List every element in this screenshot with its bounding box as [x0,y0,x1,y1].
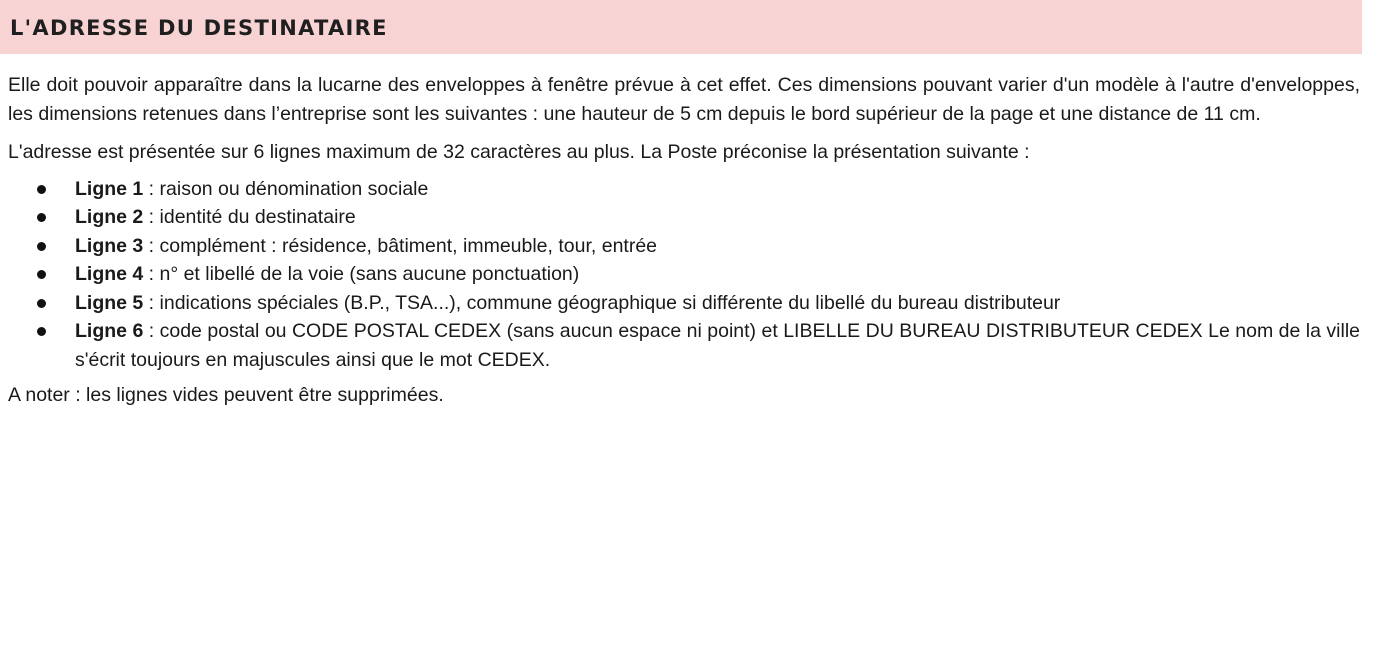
line-label: Ligne 5 [75,291,144,314]
line-description: : raison ou dénomination sociale [143,177,429,200]
address-lines-list [8,175,1360,375]
line-label: Ligne 1 [75,177,144,200]
section-heading-bar [0,0,1362,54]
bullet-icon [37,299,46,308]
bullet-icon [37,185,46,194]
bullet-icon [37,213,46,222]
line-label: Ligne 4 [75,263,144,285]
bullet-icon [37,327,46,336]
line-description: : indications spéciales (B.P., TSA...), commune géographique si différente du libellé du bureau distributeur [143,291,1061,314]
note-paragraph: A noter : les lignes vides peuvent être supprimées. [8,384,444,406]
section-heading: L'ADRESSE DU DESTINATAIRE [10,16,388,40]
list-item-line-2 [8,203,1360,232]
line-description: : complément : résidence, bâtiment, immeuble, tour, entrée [143,234,658,257]
list-item-line-1 [8,175,1360,204]
bullet-icon [37,270,46,279]
document-body [8,71,1360,410]
line-description: : n° et libellé de la voie (sans aucune ponctuation) [143,263,580,285]
list-item-line-5 [8,289,1360,318]
list-item-line-4 [8,260,1360,289]
presentation-paragraph: L'adresse est présentée sur 6 lignes maximum de 32 caractères au plus. La Poste préconise la présentation suivante : [8,141,1030,163]
line-description: : identité du destinataire [143,206,356,228]
line-description: : code postal ou CODE POSTAL CEDEX (sans aucun espace ni point) et LIBELLE DU BUREAU DISTRIBUTEUR CEDEX Le nom de la ville s'écrit toujours en majuscules ainsi que le mot CEDEX. [75,320,1360,371]
intro-paragraph: Elle doit pouvoir apparaître dans la lucarne des enveloppes à fenêtre prévue à cet effet. Ces dimensions pouvant varier d'un modèle à l'autre d'enveloppes, les dimensions retenues dans l’entreprise sont les suivantes : une hauteur de 5 cm depuis le bord supérieur de la page et une distance de 11 cm. [8,74,1360,125]
line-label: Ligne 3 [75,234,144,257]
list-item-line-6 [8,317,1360,374]
line-label: Ligne 6 [75,320,144,342]
line-label: Ligne 2 [75,206,144,228]
list-item-line-3 [8,232,1360,261]
bullet-icon [37,242,46,251]
